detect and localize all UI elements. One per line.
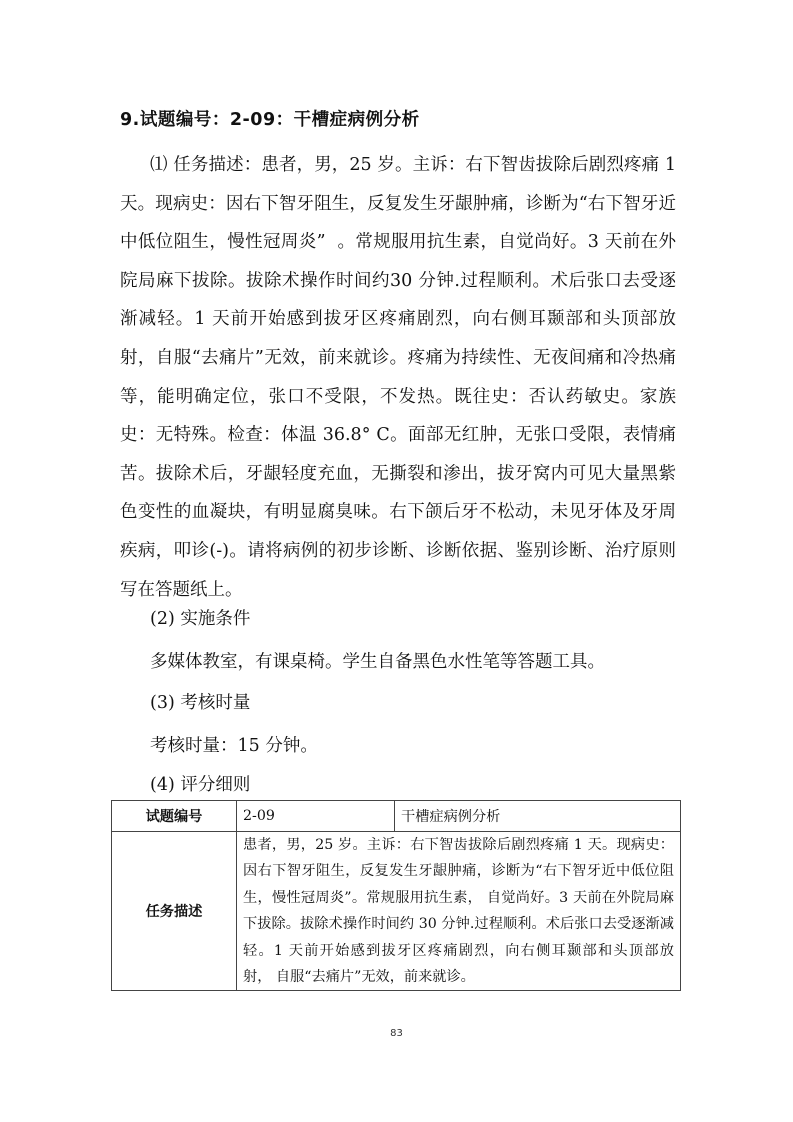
desc-text-cell: 患者，男，25 岁。主诉：右下智齿拔除后剧烈疼痛 1 天。现病史：因右下智牙阻生，反复发生牙龈肿痛，诊断为“右下智牙近中低位阻生，慢性冠周炎”。常规服用抗生素， 自觉尚好。3 天前在外院局麻下拔除。拔除术操作时间约 30 分钟.过程顺利。术后张口去受逐渐减轻。1 天前开始感到拔牙区疼痛剧烈，向右侧耳颞部和头顶部放射， 自服“去痛片”无效，前来就诊。	[237, 832, 681, 991]
task-description: ⑴ 任务描述：患者，男，25 岁。主诉：右下智齿拔除后剧烈疼痛 1 天。现病史：因右下智牙阻生，反复发生牙龈肿痛，诊断为“右下智牙近中低位阻生，慢性冠周炎” 。常规服用抗生素，自觉尚好。3 天前在外院局麻下拔除。拔除术操作时间约30 分钟.过程顺利。术后张口去受逐渐减轻。1 天前开始感到拔牙区疼痛剧烈，向右侧耳颞部和头顶部放射，自服“去痛片”无效，前来就诊。疼痛为持续性、无夜间痛和冷热痛等，能明确定位，张口不受限，不发热。既往史：否认药敏史。家族史：无特殊。检查：体温 36.8° C。面部无红肿，无张口受限，表情痛苦。拔除术后，牙龈轻度充血，无撕裂和渗出，拔牙窝内可见大量黑紫色变性的血凝块，有明显腐臭味。右下颌后牙不松动，未见牙体及牙周疾病，叩诊(-)。请将病例的初步诊断、诊断依据、鉴别诊断、治疗原则写在答题纸上。	[120, 155, 676, 600]
rubric-table	[111, 800, 681, 991]
id-label-cell: 试题编号	[112, 801, 237, 832]
time-title: (3) 考核时量	[150, 693, 251, 713]
task-name-cell: 干槽症病例分析	[395, 801, 681, 832]
conditions-text: 多媒体教室，有课桌椅。学生自备黑色水性笔等答题工具。	[150, 652, 605, 672]
rubric-title: (4) 评分细则	[150, 775, 251, 795]
page-number: 83	[390, 1028, 403, 1039]
table-row	[112, 832, 681, 991]
section-heading: 9.试题编号：2-09：干槽症病例分析	[120, 110, 420, 130]
desc-label-cell: 任务描述	[112, 832, 237, 991]
table-row	[112, 801, 681, 832]
time-text: 考核时量：15 分钟。	[150, 736, 318, 756]
conditions-title: (2) 实施条件	[150, 609, 251, 629]
id-value-cell: 2-09	[237, 801, 395, 832]
